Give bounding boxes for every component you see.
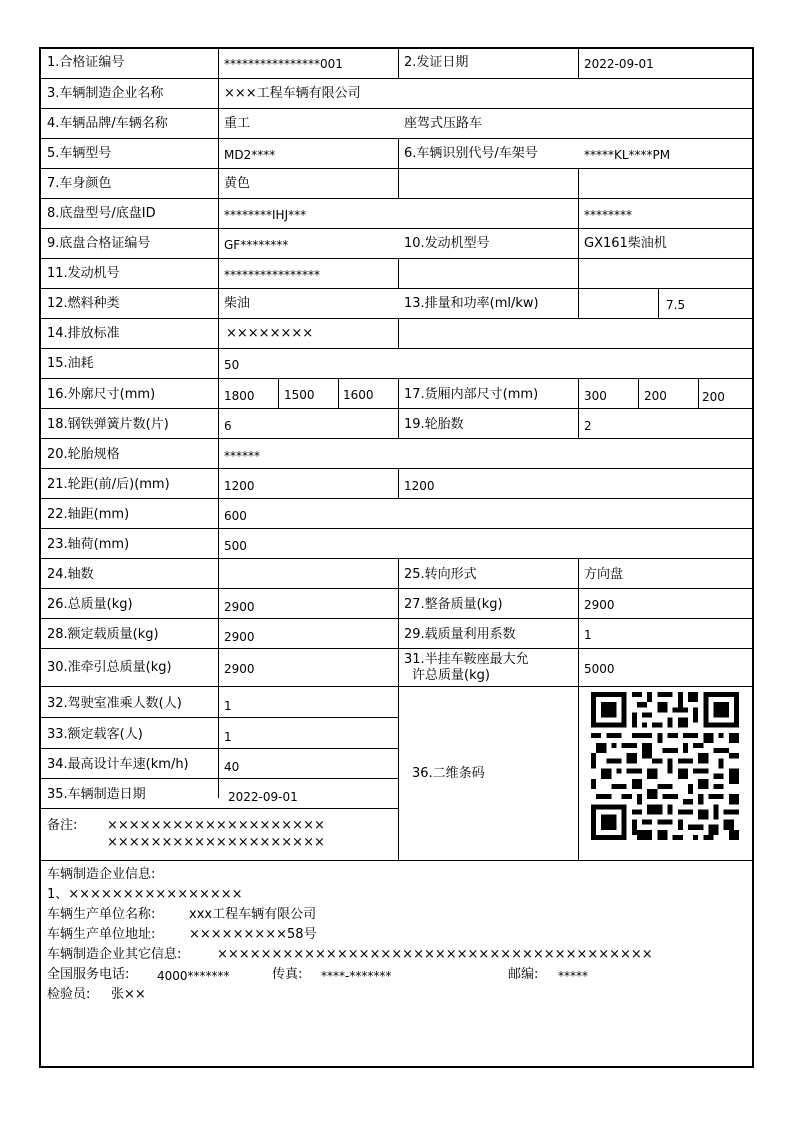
col-line bbox=[398, 138, 399, 168]
value-outline-l: 1800 bbox=[224, 389, 255, 403]
value-emission: ×××××××× bbox=[226, 326, 314, 341]
value-max-speed: 40 bbox=[224, 760, 240, 774]
col-line bbox=[578, 408, 579, 438]
col-line bbox=[578, 168, 579, 198]
row-line bbox=[39, 717, 399, 718]
label-manufacturer: 3.车辆制造企业名称 bbox=[47, 86, 164, 101]
value-axle-load: 500 bbox=[224, 539, 247, 553]
row-line bbox=[39, 588, 754, 589]
border-top bbox=[39, 47, 754, 49]
row-line bbox=[39, 198, 754, 199]
col-line bbox=[578, 288, 579, 318]
footer-phone-label: 全国服务电话: bbox=[47, 967, 130, 982]
col-line bbox=[578, 258, 579, 288]
value-model: MD2**** bbox=[224, 148, 276, 162]
value-chassis-id: ******** bbox=[584, 208, 632, 222]
row-line bbox=[39, 378, 754, 379]
row-line bbox=[39, 648, 754, 649]
row-line bbox=[39, 778, 399, 779]
col-line bbox=[578, 378, 579, 408]
footer-heading: 车辆制造企业信息: bbox=[47, 867, 156, 882]
value-outline-w: 1500 bbox=[284, 388, 315, 402]
row-line bbox=[39, 558, 754, 559]
footer-address-label: 车辆生产单位地址: bbox=[47, 927, 156, 942]
value-chassis-model: ********IHJ*** bbox=[224, 208, 307, 222]
row-line bbox=[39, 686, 754, 687]
value-tire-spec: ****** bbox=[224, 449, 260, 463]
label-total-mass: 26.总质量(kg) bbox=[47, 597, 133, 612]
value-cab-seats: 1 bbox=[224, 699, 232, 713]
label-track: 21.轮距(前/后)(mm) bbox=[47, 477, 170, 492]
label-rated-passengers: 33.额定载客(人) bbox=[47, 727, 143, 742]
label-remarks: 备注: bbox=[47, 818, 78, 833]
col-line bbox=[218, 47, 219, 529]
col-line bbox=[398, 47, 399, 79]
footer-other-value: ×××××××××××××××××××××××××××××××××××××××× bbox=[217, 947, 653, 962]
col-line bbox=[398, 468, 399, 498]
row-line bbox=[39, 108, 754, 109]
value-track-rear: 1200 bbox=[404, 479, 435, 493]
qr-code-icon bbox=[591, 692, 739, 840]
footer-line1: 1、×××××××××××××××× bbox=[47, 887, 243, 902]
border-bottom bbox=[39, 1066, 754, 1068]
footer-zip-value: ***** bbox=[558, 969, 588, 983]
row-line bbox=[39, 138, 754, 139]
col-line bbox=[578, 198, 579, 228]
value-tire-count: 2 bbox=[584, 419, 592, 433]
label-steering: 25.转向形式 bbox=[404, 567, 477, 582]
value-load-factor: 1 bbox=[584, 628, 592, 642]
col-line bbox=[638, 378, 639, 408]
row-line bbox=[39, 228, 754, 229]
value-cert-no: ****************001 bbox=[224, 57, 343, 71]
col-line bbox=[698, 378, 699, 408]
col-line bbox=[338, 378, 339, 408]
row-line bbox=[39, 748, 399, 749]
label-engine-model: 10.发动机型号 bbox=[404, 236, 490, 251]
row-line bbox=[39, 808, 399, 809]
value-engine-model: GX161柴油机 bbox=[584, 236, 667, 251]
label-displacement-power: 13.排量和功率(ml/kw) bbox=[404, 296, 539, 311]
label-fuel-type: 12.燃料种类 bbox=[47, 296, 120, 311]
label-springs: 18.钢铁弹簧片数(片) bbox=[47, 417, 169, 432]
footer-zip-label: 邮编: bbox=[508, 967, 539, 982]
value-fuel-type: 柴油 bbox=[224, 296, 251, 311]
label-curb-mass: 27.整备质量(kg) bbox=[404, 597, 503, 612]
row-line bbox=[39, 498, 754, 499]
col-line bbox=[398, 318, 399, 348]
footer-producer-value: xxx工程车辆有限公司 bbox=[189, 907, 317, 922]
value-fuel-consumption: 50 bbox=[224, 358, 240, 372]
value-track-front: 1200 bbox=[224, 479, 255, 493]
col-line bbox=[398, 258, 399, 288]
row-line bbox=[39, 438, 754, 439]
row-line bbox=[39, 528, 754, 529]
row-line bbox=[39, 860, 754, 861]
row-line bbox=[39, 78, 754, 79]
label-load-factor: 29.载质量利用系数 bbox=[404, 627, 516, 642]
footer-inspector-label: 检验员: bbox=[47, 987, 91, 1002]
value-issue-date: 2022-09-01 bbox=[584, 57, 654, 71]
label-model: 5.车辆型号 bbox=[47, 146, 112, 161]
row-line bbox=[39, 618, 754, 619]
label-engine-no: 11.发动机号 bbox=[47, 266, 120, 281]
row-line bbox=[39, 318, 754, 319]
label-max-speed: 34.最高设计车速(km/h) bbox=[47, 757, 189, 772]
label-saddle-mass-2: 许总质量(kg) bbox=[412, 668, 490, 683]
label-mfg-date: 35.车辆制造日期 bbox=[47, 787, 146, 802]
footer-producer-label: 车辆生产单位名称: bbox=[47, 907, 156, 922]
row-line bbox=[39, 288, 754, 289]
value-curb-mass: 2900 bbox=[584, 598, 615, 612]
col-line bbox=[278, 378, 279, 408]
label-chassis-model: 8.底盘型号/底盘ID bbox=[47, 206, 156, 221]
row-line bbox=[39, 408, 754, 409]
label-chassis-cert: 9.底盘合格证编号 bbox=[47, 236, 151, 251]
label-issue-date: 2.发证日期 bbox=[404, 55, 469, 70]
value-rated-load: 2900 bbox=[224, 630, 255, 644]
value-springs: 6 bbox=[224, 419, 232, 433]
label-cargo-dims: 17.货厢内部尺寸(mm) bbox=[404, 387, 539, 402]
value-brand: 重工 bbox=[224, 116, 251, 131]
value-rated-passengers: 1 bbox=[224, 730, 232, 744]
value-remarks-line2: ×××××××××××××××××××× bbox=[107, 835, 325, 850]
label-cert-no: 1.合格证编号 bbox=[47, 55, 125, 70]
footer-inspector-value: 张×× bbox=[111, 987, 146, 1002]
value-saddle-mass: 5000 bbox=[584, 662, 615, 676]
value-cargo-w: 200 bbox=[644, 389, 667, 403]
value-chassis-cert: GF******** bbox=[224, 238, 289, 252]
label-wheelbase: 22.轴距(mm) bbox=[47, 507, 130, 522]
footer-address-value: ×××××××××58号 bbox=[189, 927, 317, 942]
value-remarks-line1: ×××××××××××××××××××× bbox=[107, 818, 325, 833]
label-cab-seats: 32.驾驶室准乘人数(人) bbox=[47, 696, 182, 711]
col-line bbox=[398, 168, 399, 198]
value-cargo-l: 300 bbox=[584, 389, 607, 403]
col-line bbox=[658, 288, 659, 318]
value-manufacturer: ×××工程车辆有限公司 bbox=[224, 86, 361, 101]
value-engine-no: **************** bbox=[224, 268, 320, 282]
label-axle-load: 23.轴荷(mm) bbox=[47, 537, 130, 552]
row-line bbox=[39, 348, 754, 349]
label-brand-name: 4.车辆品牌/车辆名称 bbox=[47, 116, 168, 131]
value-total-mass: 2900 bbox=[224, 600, 255, 614]
row-line bbox=[39, 168, 754, 169]
value-vehicle-name: 座驾式压路车 bbox=[404, 116, 483, 131]
label-outline-dims: 16.外廓尺寸(mm) bbox=[47, 387, 156, 402]
value-cargo-h: 200 bbox=[702, 390, 725, 404]
value-tow-mass: 2900 bbox=[224, 662, 255, 676]
value-power: 7.5 bbox=[666, 298, 686, 312]
col-line bbox=[578, 47, 579, 79]
value-vin: *****KL****PM bbox=[584, 148, 671, 162]
label-tire-spec: 20.轮胎规格 bbox=[47, 447, 120, 462]
col-line bbox=[578, 558, 579, 861]
label-axle-count: 24.轴数 bbox=[47, 567, 94, 582]
value-body-color: 黄色 bbox=[224, 176, 251, 191]
value-outline-h: 1600 bbox=[343, 388, 374, 402]
label-fuel-consumption: 15.油耗 bbox=[47, 356, 94, 371]
label-body-color: 7.车身颜色 bbox=[47, 176, 112, 191]
label-tow-mass: 30.准牵引总质量(kg) bbox=[47, 660, 172, 675]
label-qr: 36.二维条码 bbox=[412, 766, 485, 781]
col-line bbox=[218, 528, 219, 798]
label-saddle-mass-1: 31.半挂车鞍座最大允 bbox=[404, 652, 529, 667]
label-emission: 14.排放标准 bbox=[47, 326, 120, 341]
footer-phone-value: 4000******* bbox=[157, 969, 230, 983]
row-line bbox=[39, 258, 754, 259]
label-vin: 6.车辆识别代号/车架号 bbox=[404, 146, 538, 161]
col-line bbox=[398, 378, 399, 438]
row-line bbox=[39, 468, 754, 469]
footer-other-label: 车辆制造企业其它信息: bbox=[47, 947, 182, 962]
footer-fax-label: 传真: bbox=[272, 967, 303, 982]
value-mfg-date: 2022-09-01 bbox=[228, 790, 298, 804]
value-wheelbase: 600 bbox=[224, 509, 247, 523]
value-steering: 方向盘 bbox=[584, 567, 624, 582]
footer-fax-value: ****-******* bbox=[321, 969, 392, 983]
certificate bbox=[39, 47, 754, 1068]
label-rated-load: 28.额定载质量(kg) bbox=[47, 627, 159, 642]
col-line bbox=[398, 558, 399, 861]
label-tire-count: 19.轮胎数 bbox=[404, 417, 464, 432]
col-line bbox=[578, 228, 579, 258]
